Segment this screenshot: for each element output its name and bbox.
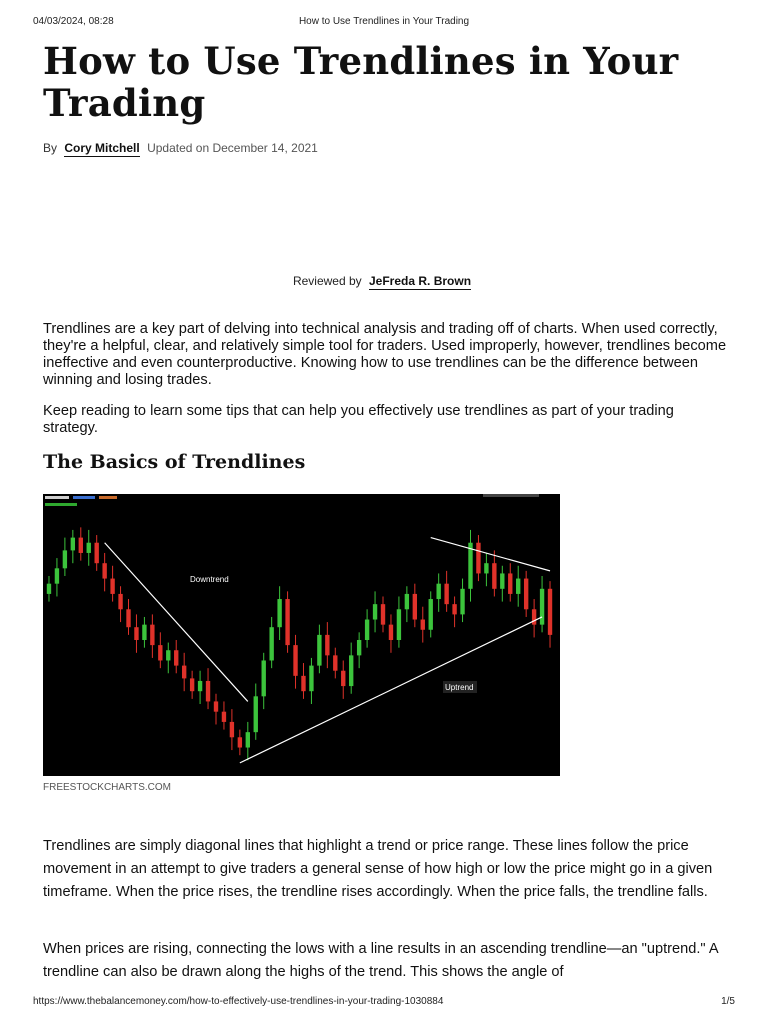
candle-body <box>277 599 281 627</box>
chart-svg <box>43 494 560 776</box>
byline <box>43 141 318 155</box>
reviewed-by <box>0 274 768 288</box>
candle-body <box>126 609 130 627</box>
candle-body <box>373 604 377 619</box>
candle-body <box>47 584 51 594</box>
candle-body <box>214 701 218 711</box>
candle-body <box>413 594 417 620</box>
candle-body <box>484 563 488 573</box>
candle-body <box>492 563 496 589</box>
intro-paragraph: Trendlines are a key part of delving into technical analysis and trading off of charts. When used correctly, they're a helpful, clear, and relatively simple tool for traders. Used improperly, however, trendlines become ineffective and even counterproductive. Knowing how to use trendlines can be the difference between winning and losing trades. <box>43 321 727 388</box>
candle-body <box>134 627 138 640</box>
candle-body <box>55 568 59 583</box>
chart-price-history-label <box>45 503 77 506</box>
by-label: By <box>43 141 58 155</box>
candle-body <box>238 737 242 747</box>
candle-body <box>460 589 464 615</box>
candle-body <box>381 604 385 624</box>
candle-body <box>365 620 369 640</box>
candle-body <box>429 599 433 630</box>
candle-body <box>333 655 337 670</box>
candle-body <box>269 627 273 660</box>
candle-body <box>198 681 202 691</box>
candle-body <box>301 676 305 691</box>
trendline-downtrend <box>105 543 248 702</box>
trend-label-downtrend: Downtrend <box>190 575 229 584</box>
chart-toolbar <box>45 494 539 506</box>
print-footer <box>33 996 735 1010</box>
article-title: How to Use Trendlines in Your Trading <box>43 39 679 125</box>
candle-body <box>110 579 114 594</box>
candle-body <box>262 660 266 696</box>
candle-body <box>71 538 75 551</box>
reviewer-link[interactable]: JeFreda R. Brown <box>369 274 472 288</box>
trend-label-uptrend: Uptrend <box>445 683 474 692</box>
candle-body <box>79 538 83 553</box>
candle-body <box>397 609 401 640</box>
print-page-title: How to Use Trendlines in Your Trading <box>298 16 470 27</box>
candle-body <box>325 635 329 655</box>
chart-symbol-text <box>45 496 69 499</box>
candle-body <box>63 550 67 568</box>
page-number: 1/5 <box>721 996 735 1007</box>
author-link[interactable]: Cory Mitchell <box>64 141 140 155</box>
candle-body <box>230 722 234 737</box>
candle-body <box>436 584 440 599</box>
candle-body <box>516 579 520 594</box>
reviewed-label: Reviewed by <box>292 274 362 288</box>
section-heading: The Basics of Trendlines <box>43 451 306 473</box>
candle-body <box>190 678 194 691</box>
candle-body <box>158 645 162 660</box>
candle-body <box>95 543 99 563</box>
candle-body <box>206 681 210 701</box>
candle-body <box>87 543 91 553</box>
candle-body <box>182 666 186 679</box>
candle-body <box>317 635 321 666</box>
candle-body <box>508 573 512 593</box>
candle-body <box>524 579 528 610</box>
candle-body <box>452 604 456 614</box>
chart-news-link <box>99 496 117 499</box>
candle-body <box>102 563 106 578</box>
candle-body <box>389 625 393 640</box>
candle-body <box>421 620 425 630</box>
candle-body <box>540 589 544 625</box>
chart-watchlist-link <box>73 496 95 499</box>
candle-body <box>293 645 297 676</box>
candle-body <box>349 655 353 686</box>
candle-body <box>150 625 154 645</box>
candle-body <box>285 599 289 645</box>
trendline-chart <box>43 494 560 776</box>
trend-labels <box>190 575 477 693</box>
candle-body <box>532 609 536 624</box>
candle-body <box>357 640 361 655</box>
updated-date: Updated on December 14, 2021 <box>147 141 318 155</box>
trendline-resistance <box>431 538 550 571</box>
candle-body <box>548 589 552 635</box>
page-url: https://www.thebalancemoney.com/how-to-effectively-use-trendlines-in-your-trading-1030884 <box>33 996 444 1007</box>
candle-body <box>246 732 250 747</box>
candle-body <box>444 584 448 604</box>
candle-body <box>118 594 122 609</box>
print-datetime: 04/03/2024, 08:28 <box>33 16 114 27</box>
candle-body <box>222 712 226 722</box>
body-paragraph: Trendlines are simply diagonal lines that highlight a trend or price range. These lines follow the price movement in an attempt to give traders a general sense of how high or low the price might go in a given timeframe. When the price rises, the trendline rises accordingly. When the price falls, the trendline falls. <box>43 838 713 900</box>
candle-body <box>500 573 504 588</box>
candle-body <box>309 666 313 692</box>
body-paragraph-2: When prices are rising, connecting the lows with a line results in an ascending trendline—an "uptrend." A trendline can also be drawn along the highs of the trend. This shows the angle of <box>43 941 718 980</box>
candle-body <box>254 696 258 732</box>
image-credit: FREESTOCKCHARTS.COM <box>43 782 171 793</box>
intro-paragraph-2: Keep reading to learn some tips that can help you effectively use trendlines as part of your trading strategy. <box>43 403 674 436</box>
candle-body <box>476 543 480 574</box>
candle-body <box>166 650 170 660</box>
chart-top-bar <box>483 494 539 497</box>
candle-body <box>405 594 409 609</box>
candle-body <box>142 625 146 640</box>
candle-body <box>174 650 178 665</box>
print-header <box>33 16 735 30</box>
candle-body <box>341 671 345 686</box>
